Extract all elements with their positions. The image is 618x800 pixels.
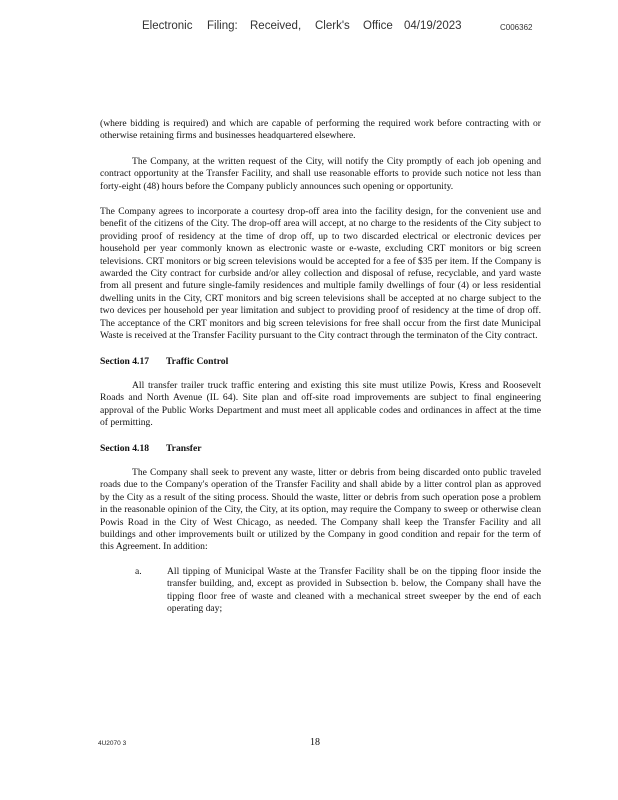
document-body xyxy=(100,118,541,615)
filing-stamp-header xyxy=(0,20,618,36)
header-word-office: Office xyxy=(363,20,393,32)
list-item xyxy=(100,566,541,616)
section-4-17-number: Section 4.17 xyxy=(100,355,150,367)
page-number: 18 xyxy=(310,737,320,748)
list-item-text: All tipping of Municipal Waste at the Transfer Facility shall be on the tipping floor inside the transfer building, and, except as provided in Subsection b. below, the Company shall have the tipping floor free of waste and cleaned with a mechanical street sweeper by the end of each operating day; xyxy=(167,565,541,614)
section-4-17-title: Traffic Control xyxy=(166,355,229,367)
paragraph-drop-off: The Company agrees to incorporate a courtesy drop-off area into the facility design, for the convenient use and benefit of the citizens of the City. The drop-off area will accept, at no charge to the residents of the City subject to providing proof of residency at the time of drop off, up to two discarded electrical or electronic devices per household per year commonly known as electronic waste or e-waste, excluding CRT monitors or big screen televisions. CRT monitors or big screen televisions would be accepted for a fee of $35 per item. If the Company is awarded the City contract for curbside and/or alley collection and disposal of refuse, recyclable, and yard waste from all present and future single-family residences and multiple family dwellings of four (4) or less residential dwelling units in the City, CRT monitors and big screen televisions shall be accepted at no charge subject to the two devices per household per year limitation and subject to providing proof of residency at the time of drop off. The acceptance of the CRT monitors and big screen televisions for free shall occur from the first date Municipal Waste is received at the Transfer Facility pursuant to the City contract through the terminaton of the City contract. xyxy=(100,206,541,342)
section-4-18-body: The Company shall seek to prevent any waste, litter or debris from being discarded onto public traveled roads due to the Company's operation of the Transfer Facility and shall abide by a litter control plan as approved by the City as a result of the siting process. Should the waste, litter or debris from such operation pose a problem in the reasonable opinion of the City, the City, at its option, may require the Company to sweep or otherwise clean Powis Road in the City of West Chicago, as needed. The Company shall keep the Transfer Facility and all buildings and other improvements built or utilized by the Company in good condition and repair for the term of this Agreement. In addition: xyxy=(100,466,541,553)
header-word-clerks: Clerk's xyxy=(315,20,350,32)
section-4-17-body: All transfer trailer truck traffic entering and existing this site must utilize Powis, Kress and Roosevelt Roads and North Avenue (IL 64). Site plan and off-site road improvements are subject to final engineering approval of the Public Works Department and must meet all applicable codes and ordinances in affect at the time of permitting. xyxy=(100,379,541,429)
paragraph-job-notice: The Company, at the written request of the City, will notify the City promptly of each job opening and contract opportunity at the Transfer Facility, and shall use reasonable efforts to provide such notice not less than forty-eight (48) hours before the Company publicly announces such opening or opportunity. xyxy=(100,155,541,192)
list-item-letter: a. xyxy=(135,565,142,577)
header-word-filing: Filing: xyxy=(207,20,238,32)
section-4-18-title: Transfer xyxy=(166,442,202,454)
header-doc-code: C006362 xyxy=(500,23,533,32)
header-date: 04/19/2023 xyxy=(404,20,462,32)
header-word-electronic: Electronic xyxy=(142,20,193,32)
section-4-18-number: Section 4.18 xyxy=(100,442,150,454)
paragraph-bidding: (where bidding is required) and which are capable of performing the required work before contracting with or otherwise retaining firms and businesses headquartered elsewhere. xyxy=(100,118,541,142)
section-4-18-heading xyxy=(100,443,541,455)
footer-doc-code: 4U2070 3 xyxy=(98,740,127,747)
header-word-received: Received, xyxy=(250,20,302,32)
section-4-17-heading xyxy=(100,356,541,368)
